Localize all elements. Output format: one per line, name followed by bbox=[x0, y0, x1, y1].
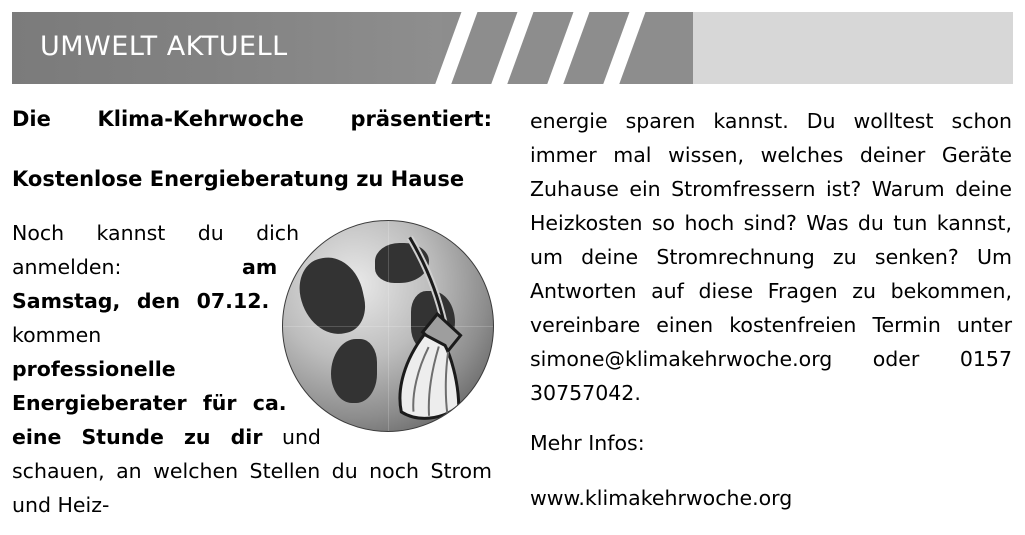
left-text-bold-1: am Samstag, den 07.12. bbox=[12, 255, 278, 313]
left-text-part-3: und schauen, an welchen Stellen du noch Strom und Heiz- bbox=[12, 425, 492, 517]
left-column bbox=[12, 104, 492, 535]
headline-line-1: Die Klima-Kehrwoche präsentiert: bbox=[12, 107, 492, 131]
article-columns bbox=[12, 104, 1013, 535]
left-text-bold-2: professionelle Energieberater für ca. eine Stunde zu dir bbox=[12, 357, 287, 449]
globe-with-broom-illustration bbox=[282, 220, 492, 432]
more-info-label: Mehr Infos: bbox=[530, 431, 645, 455]
right-column-paragraph: energie sparen kannst. Du wolltest schon immer mal wissen, welches deiner Geräte Zuhause ein Stromfressern ist? Warum deine Heizkosten so hoch sind? Was du tun kannst, um deine Stromrechnung zu senken? Um Antworten auf diese Fragen zu bekommen, vereinbare einen kostenfreien Termin unter simone@klimakehrwoche.org oder 0157 30757042. bbox=[530, 109, 1012, 405]
banner-light-panel bbox=[693, 12, 1013, 84]
left-text-part-2: kommen bbox=[12, 323, 102, 347]
headline-line-2: Kostenlose Energieberatung zu Hause bbox=[12, 167, 465, 191]
article-headline bbox=[12, 104, 492, 194]
right-column bbox=[530, 104, 1012, 535]
website-link[interactable]: www.klimakehrwoche.org bbox=[530, 485, 793, 510]
banner-title: UMWELT AKTUELL bbox=[40, 31, 288, 62]
globe-graphic bbox=[282, 220, 494, 432]
left-text-part-1: Noch kannst du dich anmelden: bbox=[12, 221, 300, 279]
section-banner bbox=[12, 12, 1013, 84]
globe-landmass-1 bbox=[294, 251, 371, 340]
